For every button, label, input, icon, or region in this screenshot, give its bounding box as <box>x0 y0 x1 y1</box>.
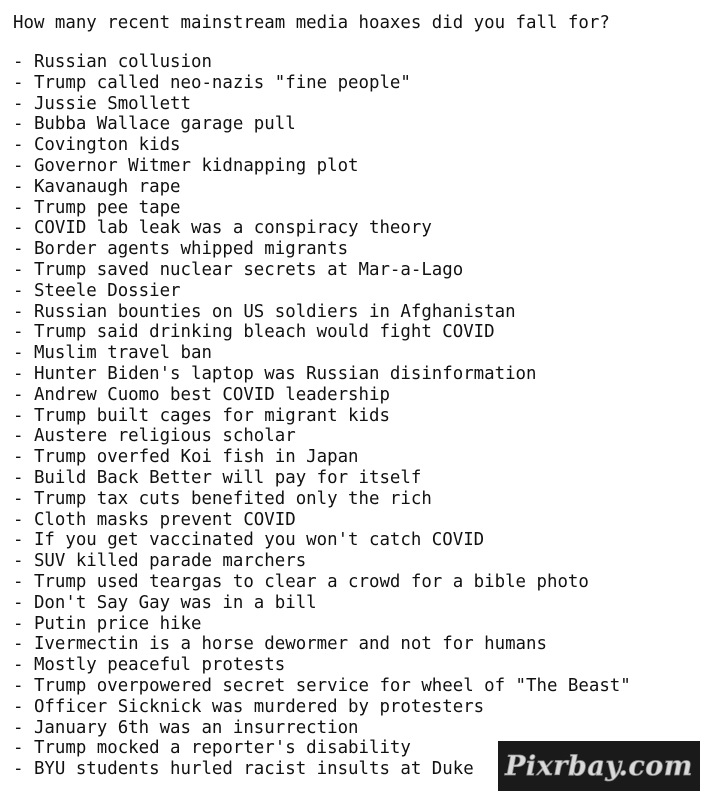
list-item: - Trump tax cuts benefited only the rich <box>13 488 432 509</box>
list-item: - Austere religious scholar <box>13 426 296 447</box>
hoax-list <box>13 52 703 780</box>
list-item: - BYU students hurled racist insults at Duke <box>13 759 474 780</box>
list-item: - Officer Sicknick was murdered by protesters <box>13 696 485 717</box>
list-item: - Trump used teargas to clear a crowd for a bible photo <box>13 571 589 592</box>
list-item: - If you get vaccinated you won't catch COVID <box>13 530 485 551</box>
list-item: - Trump mocked a reporter's disability <box>13 738 411 759</box>
list-item: - Kavanaugh rape <box>13 176 181 197</box>
list-item: - Putin price hike <box>13 613 202 634</box>
list-item: - SUV killed parade marchers <box>13 551 307 572</box>
list-item: - Russian collusion <box>13 52 212 72</box>
list-item: - Covington kids <box>13 135 181 156</box>
list-item: - Andrew Cuomo best COVID leadership <box>13 384 390 405</box>
list-item: - Muslim travel ban <box>13 343 212 364</box>
watermark <box>498 741 700 791</box>
list-item: - Trump said drinking bleach would fight COVID <box>13 322 495 343</box>
document <box>13 10 703 780</box>
list-item: - Trump overfed Koi fish in Japan <box>13 447 359 468</box>
watermark-text: Pixrbay.com <box>505 751 693 782</box>
list-item: - Trump pee tape <box>13 197 181 218</box>
list-item: - Steele Dossier <box>13 280 181 301</box>
list-item: - Trump called neo-nazis "fine people" <box>13 72 411 93</box>
list-item: - Trump built cages for migrant kids <box>13 405 390 426</box>
list-item: - January 6th was an insurrection <box>13 717 359 738</box>
list-item: - Border agents whipped migrants <box>13 239 349 260</box>
list-item: - Bubba Wallace garage pull <box>13 114 296 135</box>
list-item: - Mostly peaceful protests <box>13 655 286 676</box>
list-item: - Hunter Biden's laptop was Russian disinformation <box>13 363 537 384</box>
list-item: - Don't Say Gay was in a bill <box>13 592 317 613</box>
list-item: - Governor Witmer kidnapping plot <box>13 155 359 176</box>
watermark-logo <box>501 744 697 788</box>
list-item: - Russian bounties on US soldiers in Afghanistan <box>13 301 516 322</box>
list-item: - Trump overpowered secret service for wheel of "The Beast" <box>13 675 631 696</box>
list-item: - Cloth masks prevent COVID <box>13 509 296 530</box>
list-item: - Jussie Smollett <box>13 93 191 114</box>
list-item: - Trump saved nuclear secrets at Mar-a-Lago <box>13 259 464 280</box>
list-item: - COVID lab leak was a conspiracy theory <box>13 218 432 239</box>
list-item: - Build Back Better will pay for itself <box>13 467 422 488</box>
list-item: - Ivermectin is a horse dewormer and not for humans <box>13 634 547 655</box>
document-title: How many recent mainstream media hoaxes did you fall for? <box>13 13 610 33</box>
